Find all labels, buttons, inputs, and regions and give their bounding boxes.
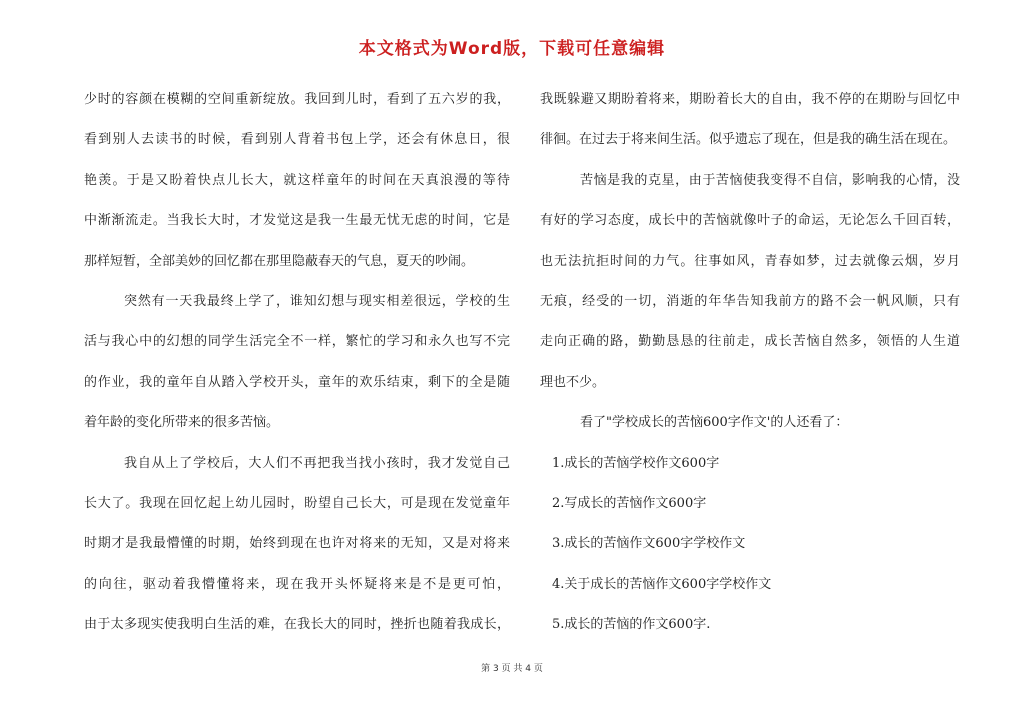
paragraph-line: 长大了。我现在回忆起上幼儿园时，盼望自己长大，可是现在发觉童年 bbox=[84, 495, 510, 511]
page-number-footer: 第 3 页 共 4 页 bbox=[481, 664, 543, 674]
paragraph-line: 无痕，经受的一切，消逝的年华告知我前方的路不会一帆风顺，只有 bbox=[540, 293, 960, 309]
paragraph-line: 活与我心中的幻想的同学生活完全不一样，繁忙的学习和永久也写不完 bbox=[84, 334, 510, 350]
paragraph-line: 的作业，我的童年自从踏入学校开头，童年的欢乐结束，剩下的全是随 bbox=[84, 374, 510, 390]
paragraph-line: 徘徊。在过去于将来间生活。似乎遗忘了现在，但是我的确生活在现在。 bbox=[540, 132, 957, 148]
related-article-link[interactable]: 4.关于成长的苦恼作文600字学校作文 bbox=[552, 576, 772, 592]
paragraph-line: 我既躲避又期盼着将来，期盼着长大的自由，我不停的在期盼与回忆中 bbox=[540, 92, 960, 107]
paragraph-line: 也无法抗拒时间的力气。往事如风，青春如梦，过去就像云烟，岁月 bbox=[540, 253, 960, 269]
paragraph-line: 我自从上了学校后，大人们不再把我当找小孩时，我才发觉自己 bbox=[124, 455, 510, 471]
related-article-link[interactable]: 1.成长的苦恼学校作文600字 bbox=[552, 455, 720, 471]
related-articles-heading: 看了"学校成长的苦恼600字作文'的人还看了： bbox=[580, 415, 849, 431]
paragraph-line: 苦恼是我的克星，由于苦恼使我变得不自信，影响我的心情，没 bbox=[580, 172, 960, 188]
paragraph-line: 有好的学习态度，成长中的苦恼就像叶子的命运，无论怎么千回百转， bbox=[540, 213, 960, 229]
paragraph-line: 那样短暂，全部美妙的回忆都在那里隐蔽春天的气息，夏天的吵闹。 bbox=[84, 253, 475, 269]
document-header-banner: 本文格式为Word版，下载可任意编辑 bbox=[358, 39, 666, 59]
paragraph-line: 由于太多现实使我明白生活的难，在我长大的同时，挫折也随着我成长， bbox=[84, 617, 510, 633]
paragraph-line: 艳羡。于是又盼着快点儿长大，就这样童年的时间在天真浪漫的等待 bbox=[84, 172, 510, 188]
paragraph-line: 突然有一天我最终上学了，谁知幻想与现实相差很远，学校的生 bbox=[124, 293, 510, 309]
paragraph-line: 理也不少。 bbox=[540, 374, 606, 390]
related-article-link[interactable]: 3.成长的苦恼作文600字学校作文 bbox=[552, 536, 746, 552]
paragraph-line: 走向正确的路，勤勤恳恳的往前走，成长苦恼自然多，领悟的人生道 bbox=[540, 334, 960, 350]
right-text-column bbox=[540, 80, 960, 645]
related-article-link[interactable]: 5.成长的苦恼的作文600字. bbox=[552, 617, 711, 633]
left-text-column bbox=[84, 80, 510, 645]
paragraph-line: 着年龄的变化所带来的很多苦恼。 bbox=[84, 415, 280, 431]
paragraph-line: 看到别人去读书的时候，看到别人背着书包上学，还会有休息日，很 bbox=[84, 132, 510, 148]
related-article-link[interactable]: 2.写成长的苦恼作文600字 bbox=[552, 495, 707, 511]
paragraph-line: 时期才是我最懵懂的时期，始终到现在也许对将来的无知，又是对将来 bbox=[84, 536, 510, 552]
paragraph-line: 的向往，驱动着我懵懂将来，现在我开头怀疑将来是不是更可怕， bbox=[84, 576, 510, 592]
paragraph-line: 中渐渐流走。当我长大时，才发觉这是我一生最无忧无虑的时间，它是 bbox=[84, 213, 510, 229]
paragraph-line: 少时的容颜在模糊的空间重新绽放。我回到儿时，看到了五六岁的我， bbox=[84, 92, 510, 107]
